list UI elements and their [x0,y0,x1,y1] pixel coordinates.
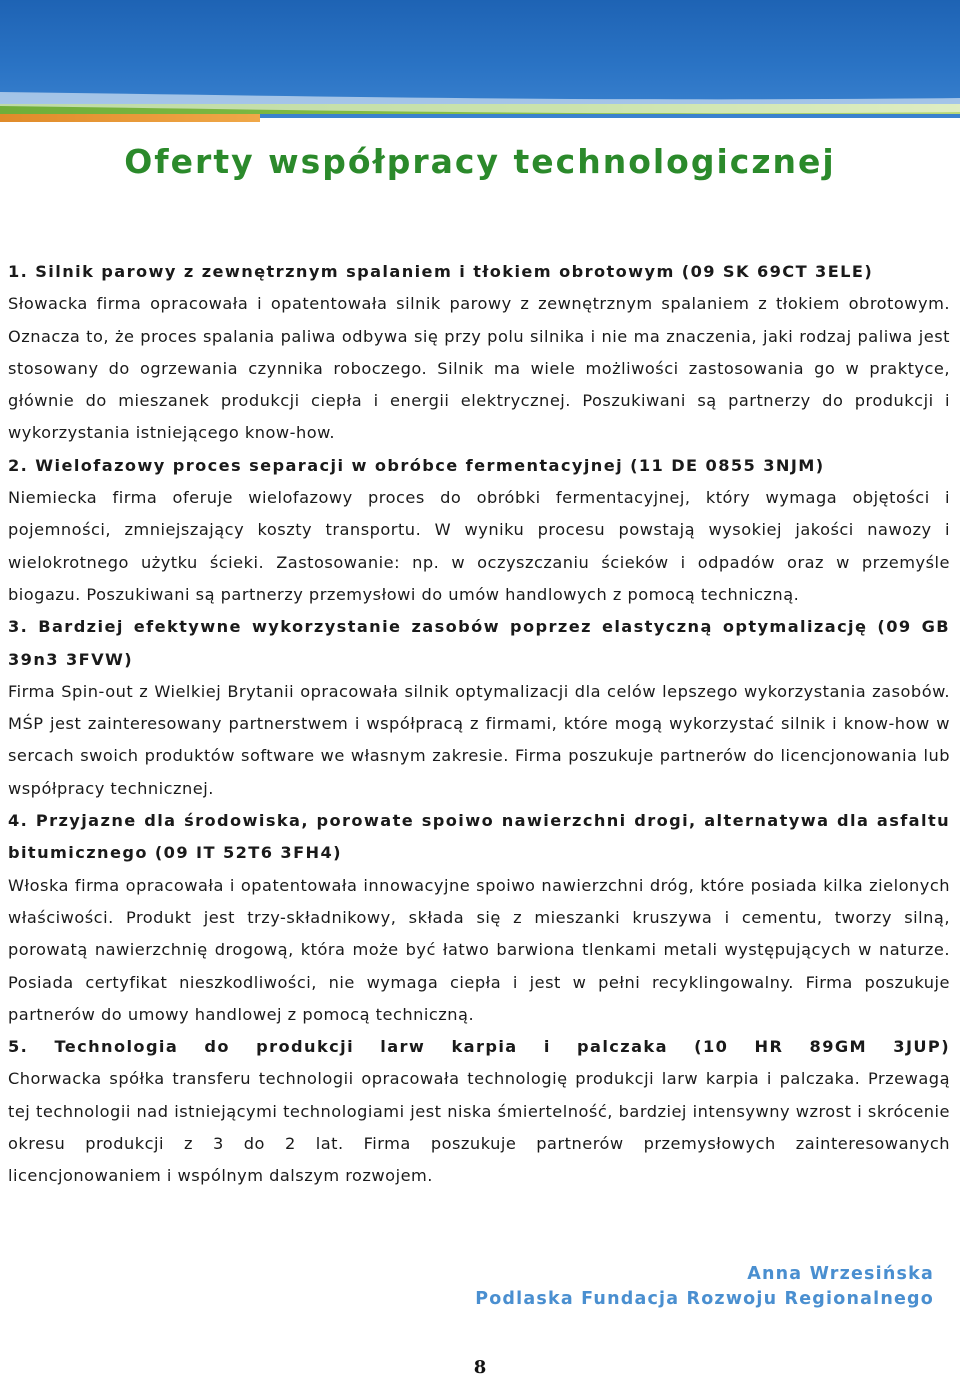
offer-body: Słowacka firma opracowała i opatentowała silnik parowy z zewnętrznym spalaniem z tłokiem obrotowym. Oznacza to, że proces spalania paliwa odbywa się przy polu silnika i nie ma znaczenia, jaki rodzaj paliwa jest stosowany do ogrzewania czynnika roboczego. Silnik ma wiele możliwości zastosowania go w praktyce, głównie do mieszanek produkcji ciepła i energii elektrycznej. Poszukiwani są partnerzy do produkcji i wykorzystania istniejącego know-how. [8,294,950,443]
offer-heading: 3. Bardziej efektywne wykorzystanie zasobów poprzez elastyczną optymalizację (09 GB 39n3 3FVW) [8,617,950,669]
offer-5 [8,1031,950,1192]
offer-body: Włoska firma opracowała i opatentowała innowacyjne spoiwo nawierzchni dróg, które posiada kilka zielonych właściwości. Produkt jest trzy-składnikowy, składa się z mieszanki kruszywa i cementu, tworzy silną, porowatą nawierzchnię drogową, która może być łatwo barwiona tlenkami metali występujących w naturze. Posiada certyfikat nieszkodliwości, nie wymaga ciepła i jest w pełni recyklingowalny. Firma poszukuje partnerów do umowy handlowej z pomocą techniczną. [8,875,950,1024]
offer-heading: 5. Technologia do produkcji larw karpia i palczaka (10 HR 89GM 3JUP) [8,1037,950,1057]
offers-list [8,256,950,1193]
offer-4 [8,805,950,1031]
page-number: 8 [473,1357,487,1378]
offer-3 [8,611,950,805]
banner-swoosh [0,0,960,125]
offer-body: Niemiecka firma oferuje wielofazowy proces do obróbki fermentacyjnej, który wymaga objętości i pojemności, zmniejszający koszty transportu. W wyniku procesu powstają wysokiej jakości nawozy i wielokrotnego użytku ścieki. Zastosowanie: np. w oczyszczaniu ścieków i odpadów oraz w przemyśle biogazu. Poszukiwani są partnerzy przemysłowi do umów handlowych z pomocą techniczną. [8,488,950,604]
page-title: Oferty współpracy technologicznej [124,142,836,181]
signature-name: Anna Wrzesińska [747,1264,934,1284]
signature-organization: Podlaska Fundacja Rozwoju Regionalnego [475,1289,934,1309]
offer-body: Firma Spin-out z Wielkiej Brytanii opracowała silnik optymalizacji dla celów lepszego wykorzystania zasobów. MŚP jest zainteresowany partnerstwem i współpracą z firmami, które mogą wykorzystać silnik i know-how w sercach swoich produktów software we własnym zakresie. Firma poszukuje partnerów do licencjonowania lub współpracy technicznej. [8,681,950,798]
offer-body: Chorwacka spółka transferu technologii opracowała technologię produkcji larw karpia i palczaka. Przewagą tej technologii nad istniejącymi technologiami jest niska śmiertelność, bardziej intensywny wzrost i skrócenie okresu produkcji z 3 do 2 lat. Firma poszukuje partnerów przemysłowych zainteresowanych licencjonowaniem i wspólnym dalszym rozwojem. [8,1069,950,1186]
offer-1 [8,256,950,450]
offer-2 [8,450,950,611]
offer-heading: 1. Silnik parowy z zewnętrznym spalaniem i tłokiem obrotowym (09 SK 69CT 3ELE) [8,262,874,281]
offer-heading: 4. Przyjazne dla środowiska, porowate spoiwo nawierzchni drogi, alternatywa dla asfaltu bitumicznego (09 IT 52T6 3FH4) [8,811,950,863]
offer-heading: 2. Wielofazowy proces separacji w obróbce fermentacyjnej (11 DE 0855 3NJM) [8,455,825,475]
header-banner [0,0,960,125]
signature [475,1262,934,1312]
